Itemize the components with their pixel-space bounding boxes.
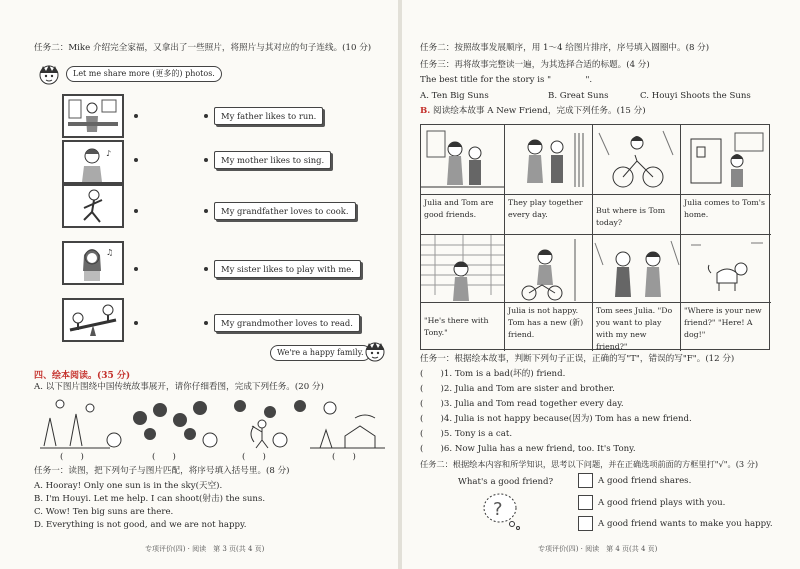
check-option: A good friend wants to make you happy. xyxy=(598,519,773,529)
title-option-c: C. Houyi Shoots the Suns xyxy=(640,91,751,101)
sentence-card: My father likes to run. xyxy=(214,107,323,125)
boy-cartoon-icon xyxy=(362,340,388,364)
photo-playing xyxy=(62,298,124,342)
title-option-b: B. Great Suns xyxy=(548,91,609,101)
check-option: A good friend plays with you. xyxy=(598,498,726,508)
question-text: What's a good friend? xyxy=(458,477,554,487)
sentence-card: My mother likes to sing. xyxy=(214,151,331,169)
share-bubble: Let me share more (更多的) photos. xyxy=(66,66,222,82)
comic-caption-4: Julia comes to Tom's home. xyxy=(681,195,771,235)
svg-text:?: ? xyxy=(493,499,503,520)
tf-item[interactable]: ( )6. Now Julia has a new friend, too. It's Tony. xyxy=(420,444,636,454)
match-dot-right[interactable] xyxy=(204,114,208,118)
answer-paren[interactable]: ( ) xyxy=(332,452,356,462)
tf-item[interactable]: ( )3. Julia and Tom read together every day. xyxy=(420,399,624,409)
partB-label: B. xyxy=(420,106,431,116)
photo-singing xyxy=(62,140,124,184)
comic-image-6 xyxy=(505,235,593,303)
best-title-prompt: The best title for the story is " ". xyxy=(420,75,593,85)
match-dot-left[interactable] xyxy=(134,158,138,162)
tf-item[interactable]: ( )4. Julia is not happy because(因为) Tom has a new friend. xyxy=(420,414,692,424)
match-dot-left[interactable] xyxy=(134,321,138,325)
option-b: B. I'm Houyi. Let me help. I can shoot(射击) the suns. xyxy=(34,494,266,504)
comic-image-2 xyxy=(505,125,593,195)
comic-caption-5: "He's there with Tony." xyxy=(421,303,505,351)
answer-paren[interactable]: ( ) xyxy=(60,452,84,462)
task1-title-left: 任务一：读图，把下列句子与图片匹配，将序号填入括号里。(8 分) xyxy=(34,466,290,476)
task3-title: 任务三：再将故事完整读一遍，为其选择合适的标题。(4 分) xyxy=(420,60,650,70)
match-dot-right[interactable] xyxy=(204,267,208,271)
checkbox[interactable] xyxy=(578,516,593,531)
comic-image-5 xyxy=(421,235,505,303)
comic-caption-1: Julia and Tom are good friends. xyxy=(421,195,505,235)
option-c: C. Wow! Ten big suns are there. xyxy=(34,507,174,517)
option-d: D. Everything is not good, and we are not happy. xyxy=(34,520,247,530)
task2-title-right: 任务二：按照故事发展顺序，用 1～4 给图片排序，序号填入圆圈中。(8 分) xyxy=(420,43,710,53)
photo-reading xyxy=(62,241,124,285)
tf-title: 任务一：根据绘本故事，判断下列句子正误，正确的写"T"，错误的写"F"。(12 分) xyxy=(420,354,735,364)
title-option-a: A. Ten Big Suns xyxy=(420,91,489,101)
question-mark-icon xyxy=(478,490,524,530)
tf-item[interactable]: ( )5. Tony is a cat. xyxy=(420,429,513,439)
sentence-card: My grandmother loves to read. xyxy=(214,314,360,332)
checkbox[interactable] xyxy=(578,473,593,488)
left-page xyxy=(0,0,398,569)
match-dot-left[interactable] xyxy=(134,267,138,271)
match-dot-right[interactable] xyxy=(204,209,208,213)
tf-item[interactable]: ( )1. Tom is a bad(坏的) friend. xyxy=(420,369,566,379)
photo-running xyxy=(62,184,124,228)
option-a: A. Hooray! Only one sun is in the sky(天空). xyxy=(34,481,223,491)
match-dot-right[interactable] xyxy=(204,321,208,325)
comic-image-1 xyxy=(421,125,505,195)
checkbox[interactable] xyxy=(578,495,593,510)
houyi-story-strip xyxy=(30,396,390,452)
answer-paren[interactable]: ( ) xyxy=(242,452,266,462)
page-footer-left: 专项评价(四) · 阅读 第 3 页(共 4 页) xyxy=(145,545,265,553)
photo-cooking xyxy=(62,94,124,138)
match-dot-right[interactable] xyxy=(204,158,208,162)
boy-cartoon-icon xyxy=(36,64,62,88)
match-dot-left[interactable] xyxy=(134,114,138,118)
check-option: A good friend shares. xyxy=(598,476,692,486)
match-dot-left[interactable] xyxy=(134,209,138,213)
svg-text:♪: ♪ xyxy=(106,149,112,158)
comic-grid xyxy=(420,124,770,350)
comic-caption-7: Tom sees Julia. "Do you want to play with my new friend?" xyxy=(593,303,681,351)
sentence-card: My sister likes to play with me. xyxy=(214,260,361,278)
comic-image-8 xyxy=(681,235,771,303)
comic-caption-3: But where is Tom today? xyxy=(593,195,681,235)
partB-text: 阅读绘本故事 A New Friend，完成下列任务。(15 分) xyxy=(433,106,646,116)
answer-paren[interactable]: ( ) xyxy=(152,452,176,462)
tf-item[interactable]: ( )2. Julia and Tom are sister and brother. xyxy=(420,384,615,394)
comic-image-3 xyxy=(593,125,681,195)
partB-intro xyxy=(420,106,646,117)
page-footer-right: 专项评价(四) · 阅读 第 4 页(共 4 页) xyxy=(538,545,658,553)
section4-title: 四、绘本阅读。(35 分) xyxy=(34,371,131,381)
task2-title-left: 任务二：Mike 介绍完全家福，又拿出了一些照片，将照片与其对应的句子连线。(10 分) xyxy=(34,43,372,53)
comic-caption-6: Julia is not happy. Tom has a new (新) friend. xyxy=(505,303,593,351)
sentence-card: My grandfather loves to cook. xyxy=(214,202,356,220)
comic-caption-2: They play together every day. xyxy=(505,195,593,235)
happy-family-bubble: We're a happy family. xyxy=(270,345,371,361)
partA-intro: A. 以下图片围绕中国传统故事展开，请你仔细看图，完成下列任务。(20 分) xyxy=(34,382,324,392)
comic-image-4 xyxy=(681,125,771,195)
comic-caption-8: "Where is your new friend?" "Here! A dog!" xyxy=(684,306,762,339)
svg-text:♫: ♫ xyxy=(106,248,114,257)
comic-image-7 xyxy=(593,235,681,303)
task2b-title: 任务二：根据绘本内容和所学知识，思考以下问题，并在正确选项前面的方框里打"√"。(3 分) xyxy=(420,459,759,469)
